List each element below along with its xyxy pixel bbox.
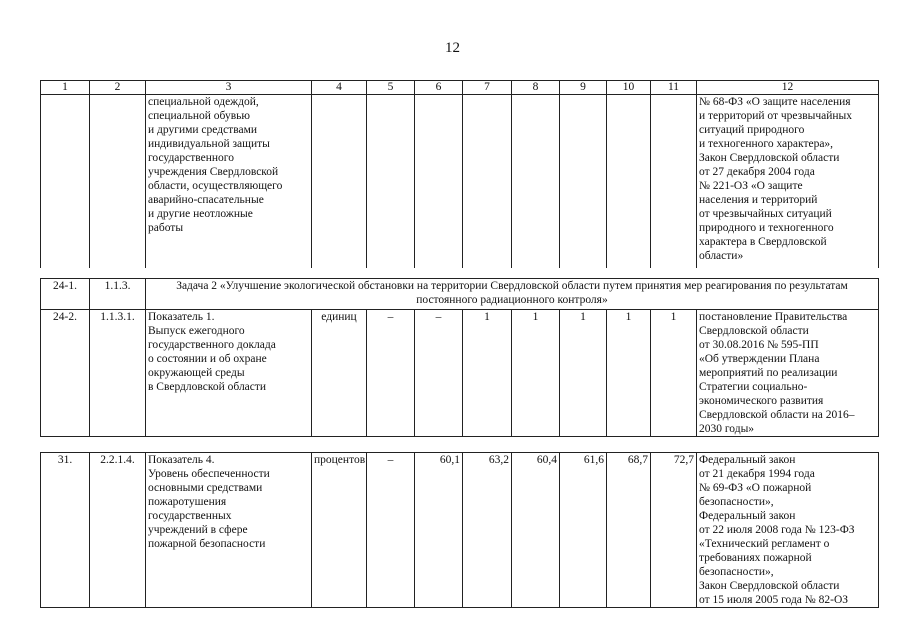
cell-value: 61,6 <box>560 453 607 608</box>
cell-source: № 68-ФЗ «О защите населения и территорий от чрезвычайных ситуаций природного и техногенного характера», Закон Свердловской области от 27 декабря 2004 года № 221-ОЗ «О защите населения и территорий от чрезвычайных ситуаций природного и техногенного характера в Свердловской области» <box>697 95 879 268</box>
cell-value: 63,2 <box>463 453 512 608</box>
cell-value <box>607 95 651 268</box>
cell-unit <box>312 95 367 268</box>
table-continuation <box>40 80 879 268</box>
col-header-9: 9 <box>560 81 607 95</box>
col-header-7: 7 <box>463 81 512 95</box>
table-task-2 <box>40 278 879 437</box>
table-indicator-4 <box>40 452 879 608</box>
col-header-8: 8 <box>512 81 560 95</box>
cell-value <box>463 95 512 268</box>
cell-value: 68,7 <box>607 453 651 608</box>
col-header-3: 3 <box>146 81 312 95</box>
cell-indicator-name: Показатель 1. Выпуск ежегодного государственного доклада о состоянии и об охране окружающей среды в Свердловской области <box>146 310 312 437</box>
column-header-row <box>41 81 879 95</box>
col-header-4: 4 <box>312 81 367 95</box>
cell-value <box>512 95 560 268</box>
table-row <box>41 453 879 608</box>
cell-unit: процентов <box>312 453 367 608</box>
cell-value: 60,4 <box>512 453 560 608</box>
cell-value <box>560 95 607 268</box>
cell-unit: единиц <box>312 310 367 437</box>
cell-value: – <box>415 310 463 437</box>
task-title: Задача 2 «Улучшение экологической обстановки на территории Свердловской области путем принятия мер реагирования по результатам постоянного радиационного контроля» <box>146 279 879 310</box>
cell-value: 1 <box>560 310 607 437</box>
col-header-11: 11 <box>651 81 697 95</box>
cell-value: 1 <box>651 310 697 437</box>
col-header-12: 12 <box>697 81 879 95</box>
cell-code: 1.1.3.1. <box>90 310 146 437</box>
cell-indicator-name: Показатель 4. Уровень обеспеченности основными средствами пожаротушения государственных учреждений в сфере пожарной безопасности <box>146 453 312 608</box>
cell-value: – <box>367 310 415 437</box>
cell-code <box>90 95 146 268</box>
cell-num <box>41 95 90 268</box>
cell-value: 72,7 <box>651 453 697 608</box>
col-header-1: 1 <box>41 81 90 95</box>
table-row <box>41 310 879 437</box>
page-number: 12 <box>445 40 460 56</box>
cell-value: 1 <box>463 310 512 437</box>
col-header-6: 6 <box>415 81 463 95</box>
col-header-10: 10 <box>607 81 651 95</box>
cell-value: 1 <box>512 310 560 437</box>
cell-source: постановление Правительства Свердловской области от 30.08.2016 № 595-ПП «Об утверждении Плана мероприятий по реализации Стратегии социально- экономического развития Свердловской области на 2016– 2030 годы» <box>697 310 879 437</box>
cell-num: 24-2. <box>41 310 90 437</box>
table-row <box>41 95 879 268</box>
cell-num: 31. <box>41 453 90 608</box>
cell-value: 1 <box>607 310 651 437</box>
cell-value <box>651 95 697 268</box>
cell-num: 24-1. <box>41 279 90 310</box>
cell-source: Федеральный закон от 21 декабря 1994 года № 69-ФЗ «О пожарной безопасности», Федеральный закон от 22 июля 2008 года № 123-ФЗ «Технический регламент о требованиях пожарной безопасности», Закон Свердловской области от 15 июля 2005 года № 82-ОЗ <box>697 453 879 608</box>
cell-value <box>367 95 415 268</box>
col-header-5: 5 <box>367 81 415 95</box>
cell-value: 60,1 <box>415 453 463 608</box>
col-header-2: 2 <box>90 81 146 95</box>
table-row <box>41 279 879 310</box>
cell-value <box>415 95 463 268</box>
cell-code: 2.2.1.4. <box>90 453 146 608</box>
cell-code: 1.1.3. <box>90 279 146 310</box>
cell-value: – <box>367 453 415 608</box>
cell-indicator-name: специальной одеждой, специальной обувью и другими средствами индивидуальной защиты государственного учреждения Свердловской области, осуществляющего аварийно-спасательные и другие неотложные работы <box>146 95 312 268</box>
